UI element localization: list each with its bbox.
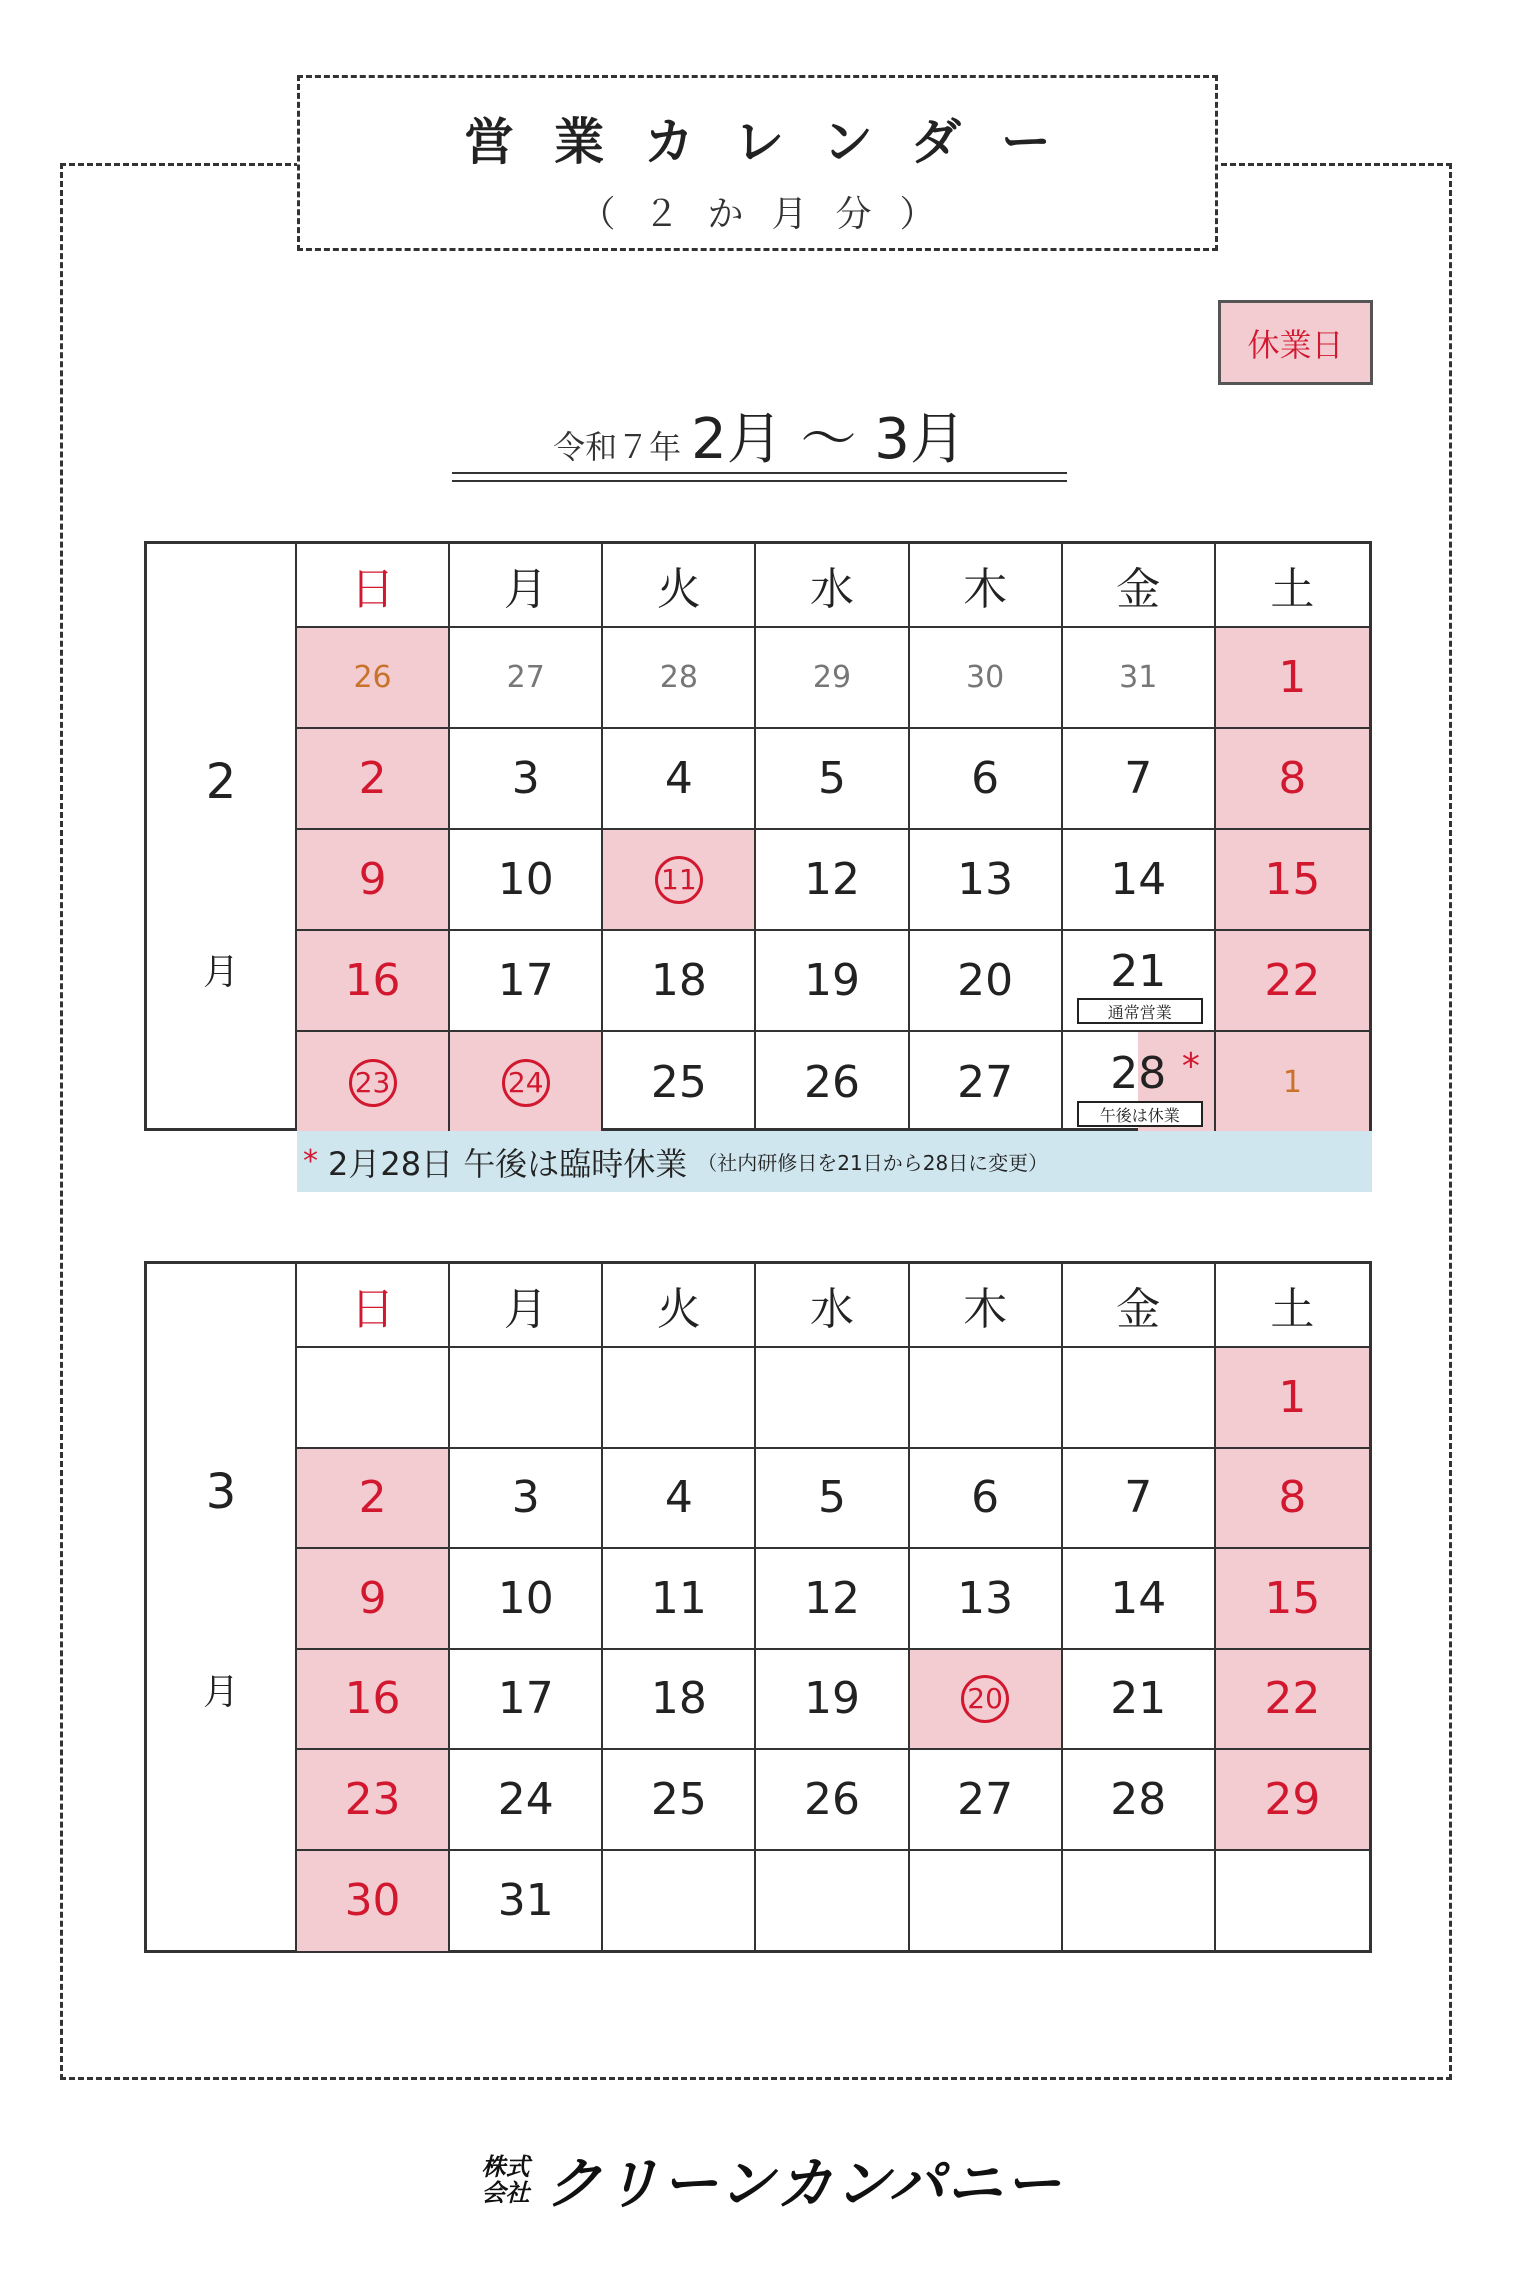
- day-number: 26: [353, 660, 392, 695]
- weekday-header: 月: [450, 544, 603, 628]
- circled-day-number: 24: [502, 1059, 550, 1107]
- day-number: 18: [650, 955, 707, 1006]
- era-label: 令和７年: [553, 428, 682, 466]
- day-cell: [450, 1750, 603, 1851]
- empty-day-cell: [603, 1348, 756, 1449]
- day-cell: [297, 1549, 450, 1650]
- day-cell: [297, 830, 450, 931]
- day-cell: [603, 1032, 756, 1133]
- day-number: 15: [1264, 1572, 1321, 1624]
- weekday-header: 土: [1216, 1264, 1369, 1348]
- day-cell: [910, 1449, 1063, 1550]
- day-note-tag: 午後は休業: [1077, 1101, 1203, 1127]
- day-cell: [756, 1032, 909, 1133]
- empty-day-cell: [1063, 1348, 1216, 1449]
- day-cell: [297, 628, 450, 729]
- day-number: 14: [1110, 854, 1167, 905]
- page-subtitle: （２か月分）: [579, 194, 964, 235]
- month-kanji: 月: [202, 1672, 239, 1713]
- empty-day-cell: [910, 1348, 1063, 1449]
- company-name: クリーンカンパニー: [545, 2152, 1063, 2217]
- day-cell: [450, 1549, 603, 1650]
- day-number: 30: [344, 1875, 401, 1927]
- day-number: 3: [511, 753, 540, 804]
- day-number: 5: [817, 753, 846, 804]
- day-cell: [1216, 628, 1369, 729]
- day-number: 18: [650, 1673, 707, 1725]
- day-number: 12: [803, 854, 860, 905]
- weekday-header: 金: [1063, 544, 1216, 628]
- day-number: 16: [344, 1673, 401, 1725]
- month-number: 2: [205, 754, 237, 810]
- day-cell: [1216, 1650, 1369, 1751]
- day-number: 14: [1110, 1572, 1167, 1624]
- title-box: [297, 75, 1218, 251]
- day-number: 4: [664, 1472, 693, 1524]
- day-cell: [603, 1650, 756, 1751]
- notice-bar: [297, 1131, 1372, 1192]
- circled-day-number: 11: [655, 856, 703, 904]
- day-cell: [297, 1750, 450, 1851]
- day-number: 20: [957, 955, 1014, 1006]
- day-number: 31: [497, 1875, 554, 1927]
- day-cell: [756, 1449, 909, 1550]
- day-cell: [756, 931, 909, 1032]
- weekday-header: 木: [910, 1264, 1063, 1348]
- calendar-march: [144, 1261, 1372, 1953]
- day-number: 4: [664, 753, 693, 804]
- day-cell: [1063, 1449, 1216, 1550]
- day-number: 23: [344, 1773, 401, 1825]
- empty-day-cell: [297, 1348, 450, 1449]
- day-number: 6: [971, 1472, 1000, 1524]
- day-number: 1: [1282, 1065, 1302, 1100]
- day-cell: [756, 1650, 909, 1751]
- day-number: 29: [812, 660, 852, 695]
- circled-day-number: 23: [349, 1059, 397, 1107]
- empty-day-cell: [756, 1348, 909, 1449]
- day-number: 10: [497, 1572, 554, 1624]
- empty-day-cell: [450, 1348, 603, 1449]
- month-kanji: 月: [202, 952, 239, 993]
- day-cell: [450, 1032, 603, 1133]
- circled-day-number: 20: [961, 1675, 1009, 1723]
- notice-detail: （社内研修日を21日から28日に変更）: [697, 1151, 1049, 1175]
- day-cell: [297, 1650, 450, 1751]
- day-number: 11: [650, 1572, 707, 1624]
- empty-day-cell: [603, 1851, 756, 1952]
- day-cell: [1063, 931, 1216, 1032]
- calendar-grid: [297, 1264, 1369, 1950]
- day-cell: [1216, 1032, 1369, 1133]
- day-cell: [910, 1750, 1063, 1851]
- weekday-header: 金: [1063, 1264, 1216, 1348]
- day-cell: [1216, 1348, 1369, 1449]
- day-number: 19: [803, 1673, 860, 1725]
- day-number: 9: [358, 854, 387, 905]
- day-cell: [1063, 628, 1216, 729]
- day-number: 7: [1124, 753, 1153, 804]
- day-cell: [1216, 1750, 1369, 1851]
- day-number: 25: [650, 1057, 707, 1108]
- day-number: 25: [650, 1773, 707, 1825]
- day-number: 1: [1278, 652, 1307, 703]
- day-cell: [297, 729, 450, 830]
- day-cell: [1063, 1750, 1216, 1851]
- weekday-header: 土: [1216, 544, 1369, 628]
- day-number: 2: [358, 753, 387, 804]
- day-number: 10: [497, 854, 554, 905]
- day-number: 21: [1110, 1673, 1167, 1725]
- day-number: 5: [817, 1472, 846, 1524]
- day-number: 17: [497, 955, 554, 1006]
- day-cell: [603, 931, 756, 1032]
- empty-day-cell: [756, 1851, 909, 1952]
- day-number: 7: [1124, 1472, 1153, 1524]
- day-number: 31: [1119, 660, 1158, 695]
- day-number: 21: [1110, 946, 1167, 997]
- asterisk-mark: *: [303, 1144, 318, 1179]
- day-cell: [756, 628, 909, 729]
- day-cell: [297, 1449, 450, 1550]
- day-number: 17: [497, 1673, 554, 1725]
- empty-day-cell: [1216, 1851, 1369, 1952]
- weekday-header: 月: [450, 1264, 603, 1348]
- day-cell: [1063, 729, 1216, 830]
- page-title: 営業カレンダー: [464, 113, 1091, 171]
- month-label-column: [147, 544, 297, 1128]
- day-cell: [450, 1650, 603, 1751]
- day-number: 28: [1110, 1048, 1167, 1099]
- day-cell: [910, 1650, 1063, 1751]
- notice-text: 2月28日 午後は臨時休業: [328, 1144, 688, 1183]
- day-number: 26: [803, 1773, 860, 1825]
- day-cell: [603, 729, 756, 830]
- day-cell: [450, 628, 603, 729]
- company-type: 株式会社: [481, 2153, 530, 2207]
- day-cell: [1063, 1650, 1216, 1751]
- weekday-header: 木: [910, 544, 1063, 628]
- day-number: 28: [1110, 1773, 1167, 1825]
- day-cell: [603, 1449, 756, 1550]
- empty-day-cell: [910, 1851, 1063, 1952]
- day-cell: [297, 931, 450, 1032]
- day-number: 29: [1264, 1773, 1321, 1825]
- day-number: 13: [957, 854, 1014, 905]
- day-number: 3: [511, 1472, 540, 1524]
- day-number: 19: [803, 955, 860, 1006]
- day-cell: [1063, 830, 1216, 931]
- day-cell: [450, 729, 603, 830]
- day-number: 28: [659, 660, 698, 695]
- month-label-column: [147, 1264, 297, 1950]
- company-logo: [450, 2140, 1090, 2220]
- day-cell: [756, 1549, 909, 1650]
- day-number: 6: [971, 753, 1000, 804]
- day-number: 8: [1278, 1472, 1307, 1524]
- day-number: 2: [358, 1472, 387, 1524]
- day-cell: [603, 1750, 756, 1851]
- period-underline: [452, 472, 1067, 474]
- day-cell: [450, 931, 603, 1032]
- asterisk-mark: *: [1181, 1046, 1200, 1087]
- day-cell: [910, 1032, 1063, 1133]
- day-number: 15: [1264, 854, 1321, 905]
- day-cell: [1216, 729, 1369, 830]
- period-underline: [452, 480, 1067, 482]
- day-number: 22: [1264, 1673, 1321, 1725]
- day-cell: [910, 729, 1063, 830]
- day-number: 22: [1264, 955, 1321, 1006]
- day-cell: [910, 931, 1063, 1032]
- holiday-legend-label: 休業日: [1247, 325, 1344, 364]
- day-cell: [910, 830, 1063, 931]
- day-cell: [450, 830, 603, 931]
- day-number: 1: [1278, 1371, 1307, 1423]
- day-number: 24: [497, 1773, 554, 1825]
- day-number: 12: [803, 1572, 860, 1624]
- day-cell: [756, 729, 909, 830]
- day-cell: [1216, 1549, 1369, 1650]
- calendar-february: [144, 541, 1372, 1131]
- day-number: 27: [957, 1057, 1014, 1108]
- month-number: 3: [205, 1464, 237, 1520]
- day-cell: [1216, 830, 1369, 931]
- day-cell: [450, 1851, 603, 1952]
- day-number: 16: [344, 955, 401, 1006]
- calendar-grid: [297, 544, 1369, 1128]
- day-cell: [450, 1449, 603, 1550]
- day-cell: [910, 628, 1063, 729]
- day-cell: [756, 1750, 909, 1851]
- weekday-header: 火: [603, 1264, 756, 1348]
- weekday-header: 日: [297, 1264, 450, 1348]
- day-cell: [297, 1851, 450, 1952]
- day-cell: [1216, 1449, 1369, 1550]
- day-cell: [603, 1549, 756, 1650]
- day-number: 13: [957, 1572, 1014, 1624]
- month-range: 2月 〜 3月: [691, 407, 966, 472]
- weekday-header: 火: [603, 544, 756, 628]
- day-number: 8: [1278, 753, 1307, 804]
- day-cell: [756, 830, 909, 931]
- day-cell: [1216, 931, 1369, 1032]
- day-cell: [910, 1549, 1063, 1650]
- day-number: 30: [966, 660, 1005, 695]
- day-cell: [1063, 1032, 1216, 1133]
- day-cell: [1063, 1549, 1216, 1650]
- day-note-tag: 通常営業: [1077, 998, 1203, 1024]
- day-number: 27: [957, 1773, 1014, 1825]
- day-cell: [603, 830, 756, 931]
- holiday-legend: [1218, 300, 1373, 385]
- day-cell: [603, 628, 756, 729]
- day-number: 26: [803, 1057, 860, 1108]
- weekday-header: 日: [297, 544, 450, 628]
- empty-day-cell: [1063, 1851, 1216, 1952]
- weekday-header: 水: [756, 544, 909, 628]
- day-number: 9: [358, 1572, 387, 1624]
- day-cell: [297, 1032, 450, 1133]
- weekday-header: 水: [756, 1264, 909, 1348]
- day-number: 27: [506, 660, 545, 695]
